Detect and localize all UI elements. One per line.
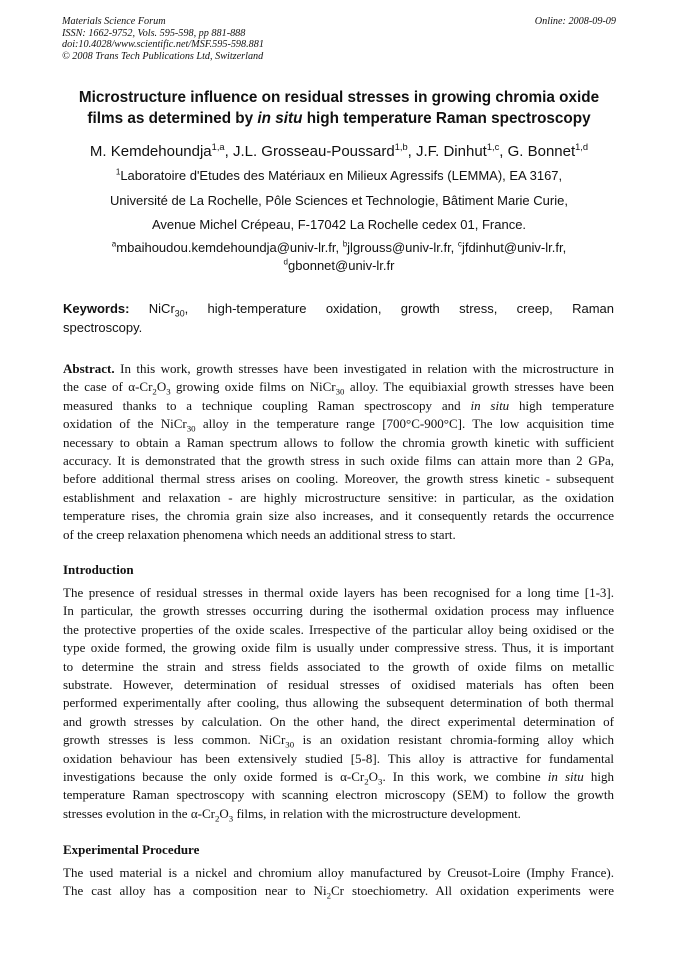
keyword-text: , high-temperature oxidation, growth stress, creep, Raman: [184, 301, 614, 316]
affiliation-text: Laboratoire d'Etudes des Matériaux en Milieux Agressifs (LEMMA), EA 3167,: [120, 168, 563, 183]
text-line: the protective properties of the oxide scales. Irrespective of the particular alloy being oxidised or the: [63, 621, 614, 637]
subscript: 30: [335, 387, 345, 397]
text-run: measured thanks to a technique coupling Raman spectroscopy and: [63, 397, 471, 413]
journal-name: Materials Science Forum: [62, 16, 166, 27]
text-line: accuracy. It is demonstrated that the growth stress in such oxide films can attain more than 2 GPa,: [63, 453, 614, 469]
text-run: α-Cr: [128, 379, 153, 395]
author-superscript: 1,c: [486, 142, 500, 152]
email-superscript: a: [111, 239, 117, 249]
subscript: 2: [364, 776, 369, 787]
subscript: 3: [378, 776, 383, 787]
text-run: high: [583, 769, 614, 785]
title-text: high temperature Raman spectroscopy: [302, 110, 591, 127]
copyright-line: © 2008 Trans Tech Publications Ltd, Switzerland: [62, 50, 264, 62]
email-link[interactable]: jlgrouss@univ-lr.fr,: [347, 240, 455, 255]
text-run: investigations because the only oxide formed is: [63, 769, 341, 785]
email-link[interactable]: jfdinhut@univ-lr.fr,: [461, 240, 567, 255]
text-run: is an oxidation resistant chromia-forming alloy which: [294, 732, 614, 748]
italic-run: in situ: [547, 769, 584, 785]
title-line-2: [40, 108, 638, 129]
text-line: establishment and relaxation - are highly microstructure sensitive: in particular, as the oxidation: [63, 489, 614, 505]
subscript: 2: [152, 387, 157, 397]
title-italic: in situ: [257, 110, 303, 127]
subscript: 3: [166, 387, 171, 397]
text-line: to determine the strain and stress fields associated to the growth of oxide films on metallic: [63, 658, 614, 674]
subscript: 2: [214, 813, 220, 824]
experimental-paragraph: [63, 864, 614, 901]
text-run: films, in relation with the microstructure development.: [233, 805, 521, 821]
keywords-line-1: [63, 300, 614, 319]
text-line: In particular, the growth stresses occurring during the isothermal oxidation process may influence: [63, 603, 614, 619]
text-line: type oxide formed, the growing oxide film is usually under compressive stress. Thus, it is important: [63, 640, 614, 656]
section-heading-introduction: Introduction: [63, 562, 134, 577]
subscript: 3: [228, 813, 234, 824]
affiliation-line-1: [30, 167, 648, 185]
text-line: before additional thermal stress arises on cooling. Moreover, the growth stress kinetic - subsequent: [63, 471, 614, 487]
journal-header: [62, 16, 264, 62]
affiliation-line-2: Université de La Rochelle, Pôle Sciences et Technologie, Bâtiment Marie Curie,: [110, 193, 568, 208]
introduction-paragraph: [63, 584, 614, 823]
subscript: 30: [186, 423, 196, 434]
text-line: The used material is a nickel and chromium alloy manufactured by Creusot-Loire (Imphy France).: [63, 865, 614, 880]
subscript: 2: [326, 891, 331, 901]
text-line: oxidation behaviour has been extensively studied [5-8]. This alloy is attractive for fundamental: [63, 750, 614, 766]
text-run: the case of: [63, 379, 129, 395]
doi-line: doi:10.4028/www.scientific.net/MSF.595-598.881: [62, 39, 264, 51]
text-run: growing oxide films on NiCr: [170, 379, 336, 395]
subscript: 30: [285, 739, 295, 750]
keywords: [63, 300, 614, 337]
abstract-label: Abstract.: [63, 361, 115, 376]
text-line: [63, 415, 614, 433]
author-list: M. Kemdehoundja$^{1,a}$, J.L. Grosseau-Poussard$^{1,b}$, J.F. Dinhut$^{1,c}$, G. Bonnet$^{1,d}$: [89, 142, 589, 160]
text-run: stresses evolution in the: [63, 805, 191, 821]
text-run: O: [156, 379, 167, 395]
keywords-label: Keywords:: [63, 301, 130, 316]
email-line-2: [30, 257, 648, 275]
text-run: growth stresses is less common. NiCr: [63, 732, 286, 748]
email-line: [30, 239, 648, 257]
text-line: performed experimentally after cooling, thus allowing the subsequent determination of both thermal: [63, 695, 614, 711]
text-run: high temperature: [509, 397, 615, 413]
text-line: substrate. However, determination of residual stresses of oxidised materials has often been: [63, 677, 614, 693]
text-run: The cast alloy has a composition near to Ni: [63, 883, 327, 899]
abstract-paragraph: [63, 360, 614, 544]
affiliation-superscript: 1: [115, 167, 121, 177]
text-line: [63, 378, 614, 396]
paper-title: [40, 87, 638, 129]
keyword-text: NiCr: [148, 301, 175, 316]
text-run: alloy in the temperature range [700°C-900°C]. The low acquisition time: [195, 416, 614, 432]
text-line: [63, 360, 614, 378]
section-heading-experimental: Experimental Procedure: [63, 842, 200, 857]
text-line: The presence of residual stresses in thermal oxide layers has been recognised for a long time [1-3].: [63, 585, 614, 600]
text-line: temperature rises, the chromia grain size also increases, and it consequently retards the occurrence: [63, 508, 614, 524]
issn-line: ISSN: 1662-9752, Vols. 595-598, pp 881-888: [62, 27, 246, 39]
email-superscript: c: [457, 239, 462, 249]
online-date: Online: 2008-09-09: [534, 16, 616, 27]
text-line: [63, 731, 614, 749]
text-run: α-Cr: [340, 769, 365, 785]
email-superscript: d: [283, 257, 289, 267]
email-superscript: b: [342, 239, 348, 249]
italic-run: in situ: [470, 397, 510, 413]
text-line: temperature Raman spectroscopy with scanning electron microscopy (SEM) to follow the growth: [63, 787, 614, 803]
email-link[interactable]: mbaihoudou.kemdehoundja@univ-lr.fr,: [116, 240, 340, 255]
text-line: [63, 397, 614, 415]
title-text: films as determined by: [87, 110, 258, 127]
text-run: Cr stoechiometry. All oxidation experiments were: [330, 883, 615, 899]
text-run: alloy. The equibiaxial growth stresses have been: [344, 379, 614, 395]
text-line: and growth stresses by calculation. On the other hand, the direct experimental determination of: [63, 713, 614, 729]
text-line: [63, 805, 614, 823]
keywords-line-2: spectroscopy.: [63, 319, 143, 335]
text-line: of the creep relaxation phenomena which needs an additional stress to start.: [63, 526, 456, 542]
author-name: J.L. Grosseau-Poussard: [232, 143, 395, 160]
author-name: J.F. Dinhut: [415, 143, 487, 160]
text-run: . In this work, we combine: [382, 769, 548, 785]
text-run: oxidation of the NiCr: [63, 416, 187, 432]
email-link[interactable]: gbonnet@univ-lr.fr: [288, 258, 395, 273]
text-run: O: [368, 769, 379, 785]
keyword-subscript: 30: [174, 308, 185, 319]
text-line: [63, 882, 614, 900]
author-superscript: 1,b: [394, 142, 408, 152]
author-superscript: 1,a: [211, 142, 225, 152]
affiliation-line-3: Avenue Michel Crépeau, F-17042 La Rochelle cedex 01, France.: [151, 217, 527, 232]
author-name: M. Kemdehoundja: [89, 143, 212, 160]
text-line: necessary to obtain a Raman spectrum allows to follow the chromia growth kinetic with sufficient: [63, 434, 614, 450]
text-run: In this work, growth stresses have been investigated in relation with the microstructure in: [114, 361, 614, 376]
text-run: O: [219, 805, 229, 821]
author-superscript: 1,d: [575, 142, 589, 152]
text-line: [63, 768, 614, 786]
author-name: G. Bonnet: [507, 143, 576, 160]
title-line-1: Microstructure influence on residual stresses in growing chromia oxide: [78, 89, 600, 106]
text-run: α-Cr: [190, 805, 215, 821]
